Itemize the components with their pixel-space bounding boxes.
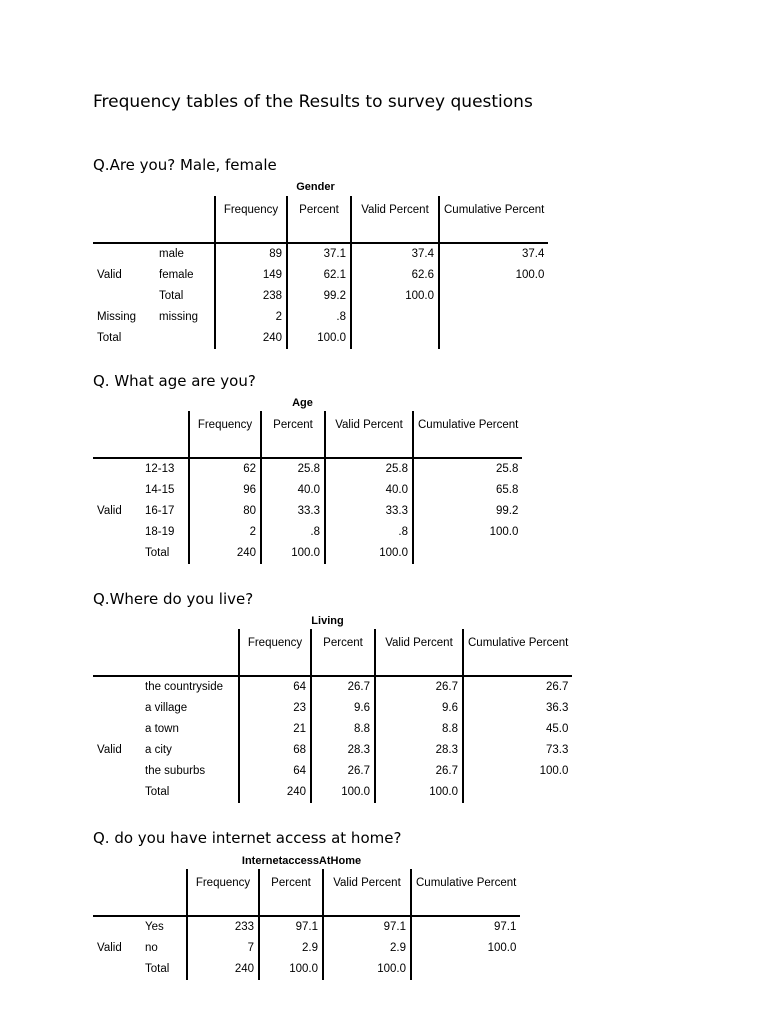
row-category-label: male (151, 243, 215, 265)
frequency-cell: 240 (239, 782, 311, 803)
frequency-cell: 238 (215, 286, 287, 307)
row-group-label (93, 522, 137, 543)
row-category-label: a city (137, 740, 239, 761)
valid-percent-cell: 100.0 (375, 782, 463, 803)
row-category-label: Total (137, 782, 239, 803)
row-group-label: Valid (97, 942, 122, 954)
row-group-label (93, 543, 137, 564)
valid-percent-cell: 40.0 (325, 480, 413, 501)
table-header-row (93, 869, 520, 916)
percent-cell: 25.8 (261, 458, 325, 480)
row-group-label (93, 916, 137, 938)
row-category-label: missing (151, 307, 215, 328)
header-percent: Percent (311, 629, 375, 676)
percent-cell: 99.2 (287, 286, 351, 307)
percent-cell: 100.0 (261, 543, 325, 564)
header-percent: Percent (261, 411, 325, 458)
frequency-cell: 240 (189, 543, 261, 564)
cumulative-percent-cell: 99.2 (495, 505, 519, 517)
valid-percent-cell: 8.8 (375, 719, 463, 740)
valid-percent-cell: 9.6 (375, 698, 463, 719)
table-caption-gender: Gender (296, 181, 335, 193)
row-group-label (93, 480, 137, 501)
cumulative-percent-cell (411, 959, 520, 980)
table-row (93, 286, 548, 307)
valid-percent-cell: 33.3 (325, 501, 413, 522)
frequency-cell: 240 (215, 328, 287, 349)
frequency-cell: 64 (239, 676, 311, 698)
question-internet: Q. do you have internet access at home? (93, 829, 402, 847)
table-row (93, 265, 548, 286)
header-valid-percent: Valid Percent (325, 411, 413, 458)
cumulative-percent-cell (439, 286, 548, 307)
row-group-label (93, 698, 137, 719)
valid-percent-cell: 62.6 (351, 265, 439, 286)
valid-percent-cell: .8 (325, 522, 413, 543)
valid-percent-cell: 100.0 (351, 286, 439, 307)
percent-cell: .8 (261, 522, 325, 543)
cumulative-percent-cell: 45.0 (545, 723, 569, 735)
row-category-label: 18-19 (137, 522, 189, 543)
percent-cell: 9.6 (311, 698, 375, 719)
table-row (93, 938, 520, 959)
frequency-cell: 240 (187, 959, 259, 980)
cumulative-percent-cell: 100.0 (489, 526, 519, 538)
frequency-cell: 21 (239, 719, 311, 740)
row-group-label (93, 676, 137, 698)
header-valid-percent: Valid Percent (351, 196, 439, 243)
table-row (93, 522, 522, 543)
row-group-label (93, 243, 151, 265)
valid-percent-cell: 100.0 (325, 543, 413, 564)
table-row (93, 916, 520, 938)
row-group-label: Valid (97, 505, 122, 517)
table-row (93, 698, 572, 719)
percent-cell: .8 (287, 307, 351, 328)
row-category-label: Total (137, 543, 189, 564)
percent-cell: 26.7 (311, 676, 375, 698)
age-table (93, 411, 522, 564)
table-header-row (93, 629, 572, 676)
table-row (93, 782, 572, 803)
row-category-label: a village (137, 698, 239, 719)
valid-percent-cell: 100.0 (323, 959, 411, 980)
row-category-label: the countryside (137, 676, 239, 698)
valid-percent-cell: 26.7 (375, 676, 463, 698)
valid-percent-cell (351, 328, 439, 349)
valid-percent-cell (351, 307, 439, 328)
table-row (93, 740, 572, 761)
percent-cell: 26.7 (311, 761, 375, 782)
table-row (93, 458, 522, 480)
cumulative-percent-cell (413, 543, 522, 564)
cumulative-percent-cell (439, 307, 548, 328)
table-row (93, 307, 548, 328)
header-blank (93, 629, 239, 676)
percent-cell: 37.1 (287, 243, 351, 265)
valid-percent-cell: 37.4 (351, 243, 439, 265)
table-caption-living: Living (311, 615, 344, 627)
row-category-label: Total (137, 959, 187, 980)
row-category-label: 16-17 (137, 501, 189, 522)
frequency-cell: 64 (239, 761, 311, 782)
cumulative-percent-cell: 36.3 (545, 702, 569, 714)
header-blank (93, 411, 189, 458)
internet-table (93, 869, 520, 980)
cumulative-percent-cell: 25.8 (495, 463, 519, 475)
table-header-row (93, 411, 522, 458)
cumulative-percent-cell: 97.1 (493, 921, 517, 933)
header-cumulative-percent: Cumulative Percent (444, 204, 545, 216)
row-category-label: Yes (137, 916, 187, 938)
cumulative-percent-cell: 100.0 (515, 269, 545, 281)
frequency-cell: 96 (189, 480, 261, 501)
percent-cell: 40.0 (261, 480, 325, 501)
page-title: Frequency tables of the Results to survey questions (93, 92, 533, 112)
header-frequency: Frequency (215, 196, 287, 243)
cumulative-percent-cell: 100.0 (487, 942, 517, 954)
percent-cell: 33.3 (261, 501, 325, 522)
cumulative-percent-cell: 73.3 (545, 744, 569, 756)
row-category-label: 12-13 (137, 458, 189, 480)
table-caption-age: Age (292, 397, 313, 409)
header-cumulative-percent: Cumulative Percent (416, 877, 517, 889)
table-row (93, 501, 522, 522)
percent-cell: 62.1 (287, 265, 351, 286)
table-caption-internet: InternetaccessAtHome (241, 855, 362, 867)
header-valid-percent: Valid Percent (323, 869, 411, 916)
row-group-label (93, 719, 137, 740)
header-blank (93, 196, 215, 243)
table-row (93, 543, 522, 564)
valid-percent-cell: 28.3 (375, 740, 463, 761)
frequency-cell: 89 (215, 243, 287, 265)
row-group-label: Valid (97, 269, 122, 281)
frequency-cell: 149 (215, 265, 287, 286)
frequency-cell: 7 (187, 938, 259, 959)
header-frequency: Frequency (187, 869, 259, 916)
percent-cell: 2.9 (259, 938, 323, 959)
valid-percent-cell: 2.9 (323, 938, 411, 959)
question-age: Q. What age are you? (93, 372, 256, 390)
row-category-label: 14-15 (137, 480, 189, 501)
row-group-label: Missing (97, 311, 136, 323)
row-group-label (93, 782, 137, 803)
header-cumulative-percent: Cumulative Percent (468, 637, 569, 649)
header-valid-percent: Valid Percent (375, 629, 463, 676)
header-frequency: Frequency (189, 411, 261, 458)
valid-percent-cell: 25.8 (325, 458, 413, 480)
question-living: Q.Where do you live? (93, 590, 254, 608)
frequency-cell: 80 (189, 501, 261, 522)
table-row (93, 761, 572, 782)
row-category-label: Total (151, 286, 215, 307)
frequency-cell: 23 (239, 698, 311, 719)
percent-cell: 100.0 (311, 782, 375, 803)
percent-cell: 8.8 (311, 719, 375, 740)
cumulative-percent-cell: 26.7 (545, 681, 569, 693)
row-group-label (93, 959, 137, 980)
valid-percent-cell: 26.7 (375, 761, 463, 782)
cumulative-percent-cell (439, 328, 548, 349)
row-category-label: female (151, 265, 215, 286)
row-group-label (93, 286, 151, 307)
row-group-label (93, 761, 137, 782)
table-row (93, 959, 520, 980)
row-group-label: Total (93, 328, 215, 349)
percent-cell: 97.1 (259, 916, 323, 938)
cumulative-percent-cell: 100.0 (539, 765, 569, 777)
table-row (93, 676, 572, 698)
frequency-cell: 2 (189, 522, 261, 543)
frequency-cell: 2 (215, 307, 287, 328)
frequency-cell: 233 (187, 916, 259, 938)
percent-cell: 100.0 (287, 328, 351, 349)
table-row (93, 243, 548, 265)
cumulative-percent-cell: 37.4 (521, 248, 545, 260)
table-row (93, 480, 522, 501)
table-row (93, 328, 548, 349)
table-row (93, 719, 572, 740)
percent-cell: 28.3 (311, 740, 375, 761)
header-percent: Percent (259, 869, 323, 916)
cumulative-percent-cell: 65.8 (495, 484, 519, 496)
frequency-cell: 68 (239, 740, 311, 761)
header-percent: Percent (287, 196, 351, 243)
row-category-label: a town (137, 719, 239, 740)
table-header-row (93, 196, 548, 243)
row-category-label: no (137, 938, 187, 959)
header-blank (93, 869, 187, 916)
cumulative-percent-cell (463, 782, 572, 803)
row-category-label: the suburbs (137, 761, 239, 782)
valid-percent-cell: 97.1 (323, 916, 411, 938)
row-group-label: Valid (97, 744, 122, 756)
header-cumulative-percent: Cumulative Percent (418, 419, 519, 431)
gender-table (93, 196, 548, 349)
header-frequency: Frequency (239, 629, 311, 676)
frequency-cell: 62 (189, 458, 261, 480)
living-table (93, 629, 572, 803)
row-group-label (93, 458, 137, 480)
percent-cell: 100.0 (259, 959, 323, 980)
question-gender: Q.Are you? Male, female (93, 156, 277, 174)
